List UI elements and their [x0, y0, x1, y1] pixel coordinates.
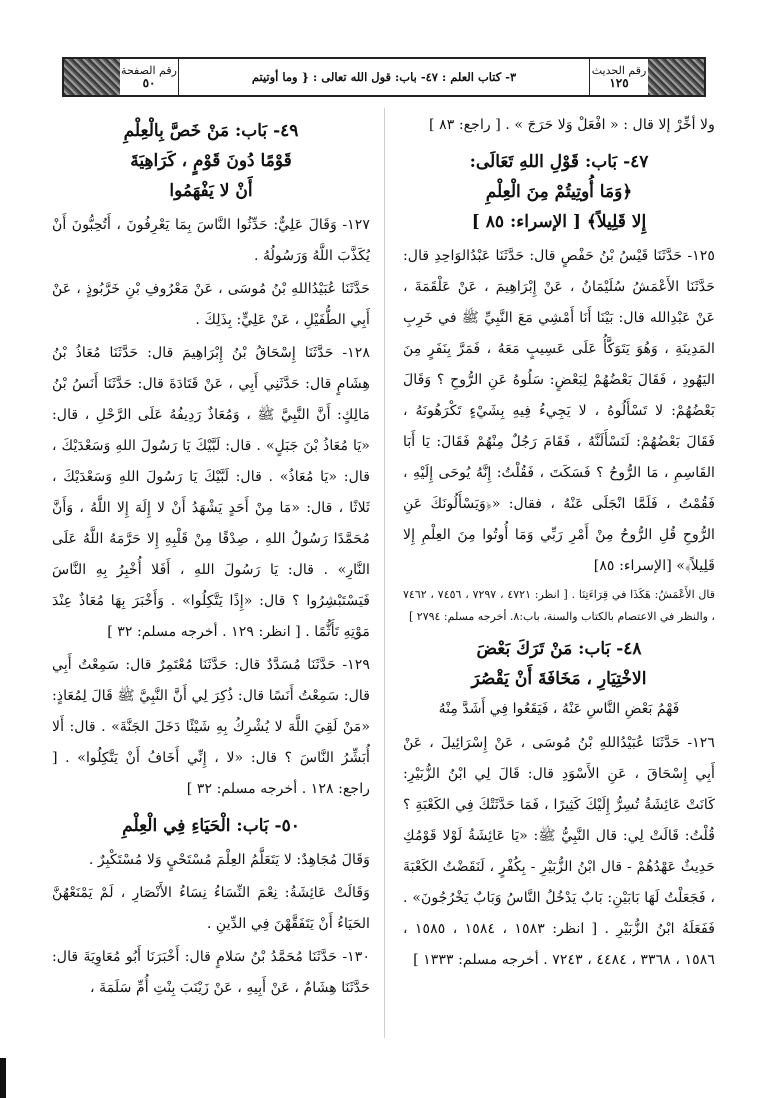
hadith-130: ١٣٠- حَدَّثَنَا مُحَمَّدُ بْنُ سَلامٍ قال: أَخْبَرَنَا أَبُو مُعَاوِيَةَ قال: حَدَّثَنَا هِشَامٌ ، عَنْ أَبِيهِ ، عَنْ زَيْنَبَ بِنْتِ أُمِّ سَلَمَةَ ،: [52, 949, 370, 996]
hadith-125: ١٢٥- حَدَّثَنَا قَيْسُ بْنُ حَفْصٍ قال: حَدَّثَنَا عَبْدُالوَاحِدِ قال: حَدَّثَنَا الأَعْمَشُ سُلَيْمَانُ ، عَنْ إِبْرَاهِيمَ ، عَنْ عَلْقَمَةَ ، عَنْ عَبْدِالله قال: بَيْنَا أَنَا أَمْشِي مَعَ النَّبِيِّ ﷺ في خَرِبِ المَدِينَةِ ، وَهُوَ يَتَوَكَّأُ عَلَى عَسِيبٍ مَعَهُ ، فَمَرَّ بِنَفَرٍ مِنَ اليَهُودِ ، فَقَالَ بَعْضُهُمْ لِبَعْضٍ: سَلُوهُ عَنِ الرُّوحِ ؟ وَقَالَ بَعْضُهُمْ: لا تَسْأَلُوهُ ، لا يَجِيءُ فِيهِ بِشَيْءٍ تَكْرَهُونَهُ ، فَقَالَ بَعْضُهُمْ: لَنَسْأَلَنَّهُ ، فَقَامَ رَجُلٌ مِنْهُمْ فَقَالَ: يَا أَبَا القَاسِمِ ، مَا الرُّوحُ ؟ فَسَكَتَ ، فَقُلْتُ: إِنَّهُ يُوحَى إِلَيْهِ ، فَقُمْتُ ، فَلَمَّا انْجَلَى عَنْهُ ، فقال: «﴿وَيَسْأَلُونَكَ عَنِ الرُّوحِ قُلِ الرُّوحُ مِنْ أَمْرِ رَبِّي وَمَا أُوتُوا مِنَ العِلْمِ إِلا قَلِيلاً﴾» [الإسراء: ٨٥]: [403, 248, 715, 574]
hadith-129: ١٢٩- حَدَّثَنَا مُسَدَّدٌ قال: حَدَّثَنَا مُعْتَمِرٌ قال: سَمِعْتُ أَبِي قال: سَمِعْتُ أَنَسًا قال: ذُكِرَ لِي أَنَّ النَّبِيَّ ﷺ قَالَ لِمُعَاذٍ: «مَنْ لَقِيَ اللَّهَ لا يُشْرِكُ بِهِ شَيْئًا دَخَلَ الجَنَّةَ» . قال: أَلا أُبَشِّرُ النَّاسَ ؟ قال: «لا ، إِنِّي أَخَافُ أَنْ يَتَّكِلُوا» . [ راجع: ١٢٨ . أخرجه مسلم: ٣٢ ]: [52, 657, 370, 797]
page-number: ٥٠: [142, 76, 156, 90]
chapter-49-title-line-1: ٤٩- بَاب: مَنْ خَصَّ بِالْعِلْمِ: [123, 121, 299, 141]
running-title: ٣- كتاب العلم : ٤٧- باب: قول الله تعالى : { وما أوتيتم: [178, 59, 590, 95]
aisha-saying: وَقَالَتْ عَائِشَةُ: نِعْمَ النِّسَاءُ نِسَاءُ الأَنْصَارِ ، لَمْ يَمْنَعْهُنَّ الحَيَاءُ أَنْ يَتَفَقَّهْنَ فِي الدِّينِ .: [52, 885, 370, 932]
page-header: [62, 57, 706, 97]
hadith-127: ١٢٧- وَقَالَ عَلِيٌّ: حَدِّثُوا النَّاسَ بِمَا يَعْرِفُونَ ، أَتُحِبُّونَ أَنْ يُكَذَّبَ اللَّهُ وَرَسُولُهُ .: [52, 217, 370, 264]
chapter-48-heading: [403, 634, 715, 724]
right-column: [403, 110, 715, 978]
hadith-number-label: رقم الحديث: [591, 64, 647, 77]
hadith-128: ١٢٨- حَدَّثَنَا إِسْحَاقُ بْنُ إِبْرَاهِيمَ قال: حَدَّثَنَا مُعَاذُ بْنُ هِشَامٍ قال: حَدَّثَنِي أَبِي ، عَنْ قَتَادَةَ قال: حَدَّثَنَا أَنَسُ بْنُ مَالِكٍ: أَنَّ النَّبِيَّ ﷺ ، وَمُعَاذٌ رَدِيفُهُ عَلَى الرَّحْلِ ، قال: «يَا مُعَاذُ بْنَ جَبَلٍ» . قال: لَبَّيْكَ يَا رَسُولَ اللهِ وَسَعْدَيْكَ ، قال: «يَا مُعَاذُ» . قال: لَبَّيْكَ يَا رَسُولَ اللهِ وَسَعْدَيْكَ ، ثَلاثًا ، قال: «مَا مِنْ أَحَدٍ يَشْهَدُ أَنْ لا إِلَهَ إِلا اللَّهُ ، وَأَنَّ مُحَمَّدًا رَسُولُ اللهِ ، صِدْقًا مِنْ قَلْبِهِ إِلا حَرَّمَهُ اللَّهُ عَلَى النَّارِ» . قال: يَا رَسُولَ اللهِ ، أَفَلا أُخْبِرُ بِهِ النَّاسَ فَيَسْتَبْشِرُوا ؟ قال: «إِذًا يَتَّكِلُوا» . وَأَخْبَرَ بِهَا مُعَاذٌ عِنْدَ مَوْتِهِ تَأَثُّمًا . [ انظر: ١٢٩ . أخرجه مسلم: ٣٢ ]: [52, 345, 370, 640]
left-column: [52, 110, 370, 1006]
page-number-box: [120, 59, 178, 95]
header-ornament-right: [648, 59, 704, 95]
chapter-49-title-line-2: قَوْمًا دُونَ قَوْمٍ ، كَرَاهِيَةَ: [130, 151, 292, 171]
chapter-49-title-line-3: أَنْ لا يَفْهَمُوا: [169, 181, 253, 201]
hadith-126: ١٢٦- حَدَّثَنَا عُبَيْدُاللهِ بْنُ مُوسَى ، عَنْ إِسْرَائِيلَ ، عَنْ أَبِي إِسْحَاقَ ، عَنِ الأَسْوَدِ قال: قَالَ لِي ابْنُ الزُّبَيْرِ: كَانَتْ عَائِشَةُ تُسِرُّ إِلَيْكَ كَثِيرًا ، فَمَا حَدَّثَتْكَ فِي الكَعْبَةِ ؟ قُلْتُ: قَالَتْ لِي: قال النَّبِيُّ ﷺ: «يَا عَائِشَةُ لَوْلا قَوْمُكِ حَدِيثٌ عَهْدُهُمْ - قال ابْنُ الزُّبَيْرِ - بِكُفْرٍ ، لَنَقَضْتُ الكَعْبَةَ ، فَجَعَلْتُ لَهَا بَابَيْنِ: بَابٌ يَدْخُلُ النَّاسُ وَبَابٌ يَخْرُجُونَ» . فَفَعَلَهُ ابْنُ الزُّبَيْرِ . [ انظر: ١٥٨٣ ، ١٥٨٤ ، ١٥٨٥ ، ١٥٨٦ ، ٣٣٦٨ ، ٤٤٨٤ ، ٧٢٤٣ . أخرجه مسلم: ١٣٣٣ ]: [403, 735, 715, 968]
margin-scan-mark: [0, 1058, 6, 1098]
chapter-49-heading: [52, 116, 370, 206]
chapter-47-title-line-2: ﴿وَمَا أُوتِيتُمْ مِنَ الْعِلْمِ: [485, 182, 633, 202]
chapter-47-title-line-3: إِلا قَلِيلاً﴾ [ الإسراء: ٨٥ ]: [471, 212, 647, 232]
page-number-label: رقم الصفحة: [121, 64, 177, 77]
continuation-line: ولا أخِّرْ إلا قال : « افْعَلْ وَلا حَرَجَ » . [ راجع: ٨٣ ]: [429, 117, 715, 133]
header-ornament-left: [64, 59, 120, 95]
chapter-47-heading: [403, 147, 715, 237]
hadith-number: ١٢٥: [609, 76, 629, 90]
hadith-125-note: قال الأَعْمَشُ: هَكَذَا في قِرَاءَتِنَا . [ انظر: ٤٧٢١ ، ٧٢٩٧ ، ٧٤٥٦ ، ٧٤٦٢ ، والنظر في الاعتصام بالكتاب والسنة، باب:٨. أخرجه مسلم: ٢٧٩٤ ]: [403, 588, 716, 623]
column-divider: [384, 108, 385, 1038]
chapter-48-title-line-2: الاخْتِيَارِ ، مَخَافَةَ أَنْ يَقْصُرَ: [471, 669, 647, 689]
hadith-number-box: [590, 59, 648, 95]
chapter-50-heading: ٥٠- بَاب: الْحَيَاءِ فِي الْعِلْمِ: [122, 816, 300, 836]
mujahid-saying: وَقَالَ مُجَاهِدٌ: لا يَتَعَلَّمُ العِلْمَ مُسْتَحْيٍ وَلا مُسْتَكْبِرٌ .: [88, 852, 370, 868]
chapter-48-title-line-1: ٤٨- بَاب: مَنْ تَرَكَ بَعْضَ: [476, 639, 642, 659]
hadith-127-chain: حَدَّثَنَا عُبَيْدُاللهِ بْنُ مُوسَى ، عَنْ مَعْرُوفِ بْنِ خَرَّبُوذٍ ، عَنْ أَبِي الطُّفَيْلِ ، عَنْ عَلِيٍّ: بِذَلِكَ .: [52, 281, 370, 328]
chapter-48-title-line-3: فَهْمُ بَعْضِ النَّاسِ عَنْهُ ، فَيَقَعُوا فِي أَشَدَّ مِنْهُ: [438, 701, 680, 717]
chapter-47-title-line-1: ٤٧- بَاب: قَوْلِ اللهِ تَعَالَى:: [469, 152, 649, 172]
